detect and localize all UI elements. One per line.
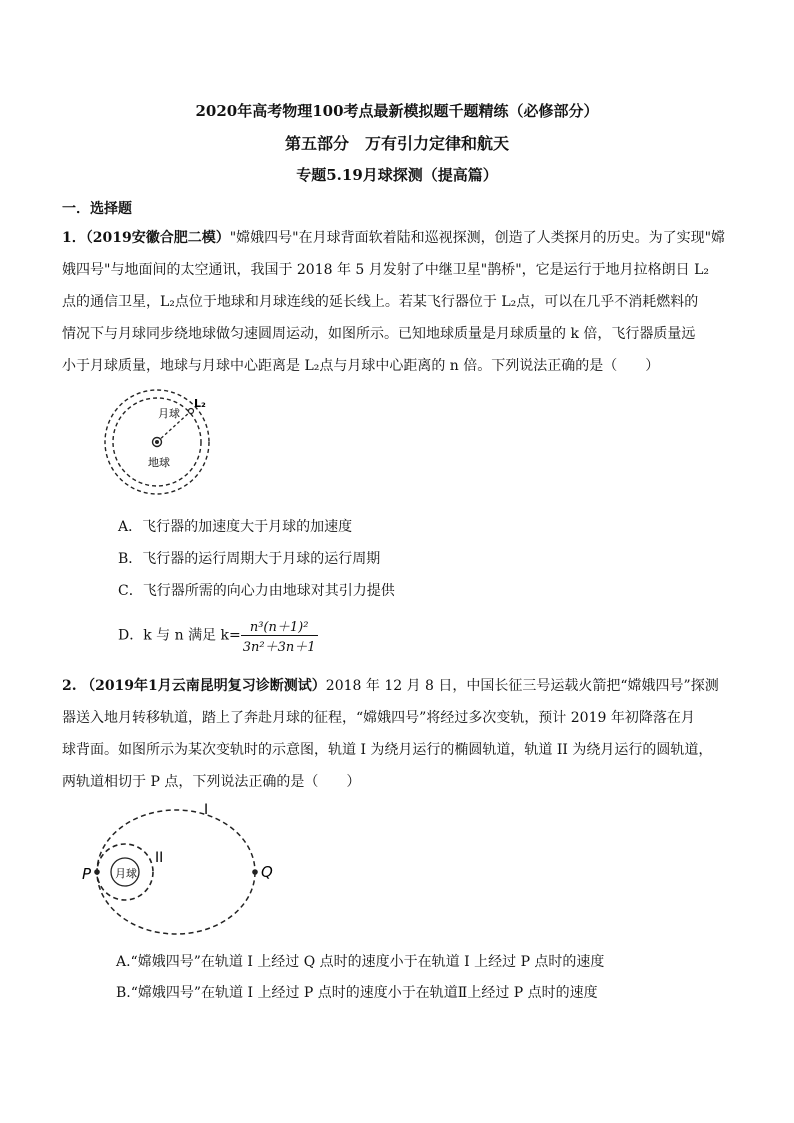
question-number: 2. (62, 678, 77, 694)
fraction-numerator: n³(n＋1)² (241, 616, 318, 636)
option-a: A．飞行器的加速度大于月球的加速度 (118, 519, 353, 535)
question-2 (62, 670, 738, 798)
question-2-line-2: 器送入地月转移轨道，踏上了奔赴月球的征程，“嫦娥四号”将经过多次变轨，预计 2019 年初降落在月 (62, 710, 695, 726)
earth-label: 地球 (148, 456, 170, 469)
part-title: 第五部分 万有引力定律和航天 (284, 134, 509, 153)
option-b: B.“嫦娥四号”在轨道 I 上经过 P 点时的速度小于在轨道Ⅱ上经过 P 点时的速度 (116, 985, 598, 1001)
moon-label: 月球 (115, 867, 137, 880)
earth-moon-l2-diagram (100, 385, 230, 500)
question-1-line-5: 小于月球质量，地球与月球中心距离是 L₂点与月球中心距离的 n 倍。下列说法正确的是（ ） (62, 358, 660, 374)
l2-point (189, 409, 194, 414)
question-source: （2019年1月云南昆明复习诊断测试） (81, 678, 326, 694)
question-2-line-1 (62, 670, 738, 702)
question-1-line-1 (62, 222, 738, 254)
question-2-line-3: 球背面。如图所示为某次变轨时的示意图，轨道 I 为绕月运行的椭圆轨道，轨道 II 为绕月运行的圆轨道， (62, 742, 713, 758)
p-label: P (82, 865, 92, 883)
option-d-fraction (241, 616, 318, 655)
document-title: 2020年高考物理100考点最新模拟题千题精练（必修部分） (195, 102, 599, 120)
orbit-i-label: I (204, 802, 209, 818)
question-text: 2018 年 12 月 8 日，中国长征三号运载火箭把“嫦娥四号”探测 (325, 678, 719, 694)
orbit-transfer-diagram (78, 798, 288, 938)
point-q (252, 869, 258, 875)
point-p (94, 869, 100, 875)
fraction-denominator: 3n²＋3n＋1 (242, 640, 316, 655)
question-1 (62, 222, 738, 382)
option-d-text: D．k 与 n 满足 k= (118, 627, 241, 644)
earth-center (155, 440, 159, 444)
question-source: （2019安徽合肥二模） (85, 230, 230, 246)
option-c: C．飞行器所需的向心力由地球对其引力提供 (118, 583, 395, 599)
topic-title: 专题5.19月球探测（提高篇） (296, 166, 498, 184)
question-1-line-4: 情况下与月球同步绕地球做匀速圆周运动，如图所示。已知地球质量是月球质量的 k 倍，飞行器质量远 (62, 326, 696, 342)
question-1-line-2: 娥四号"与地面间的太空通讯，我国于 2018 年 5 月发射了中继卫星"鹊桥"，它是运行于地月拉格朗日 L₂ (62, 262, 710, 278)
question-2-line-4: 两轨道相切于 P 点，下列说法正确的是（ ） (62, 774, 361, 790)
section-heading: 一．选择题 (62, 201, 132, 217)
question-text: "嫦娥四号"在月球背面软着陆和巡视探测，创造了人类探月的历史。为了实现"嫦 (229, 230, 726, 246)
option-a: A.“嫦娥四号”在轨道 I 上经过 Q 点时的速度小于在轨道 I 上经过 P 点时的速度 (116, 954, 605, 970)
option-d (118, 616, 318, 655)
q-label: Q (261, 863, 273, 881)
question-number: 1． (62, 230, 86, 246)
question-1-line-3: 点的通信卫星，L₂点位于地球和月球连线的延长线上。若某飞行器位于 L₂点，可以在几乎不消耗燃料的 (62, 294, 699, 310)
orbit-ii-label: II (155, 850, 164, 866)
l2-label: L₂ (194, 397, 206, 410)
option-b: B．飞行器的运行周期大于月球的运行周期 (118, 551, 381, 567)
moon-label: 月球 (158, 407, 180, 420)
